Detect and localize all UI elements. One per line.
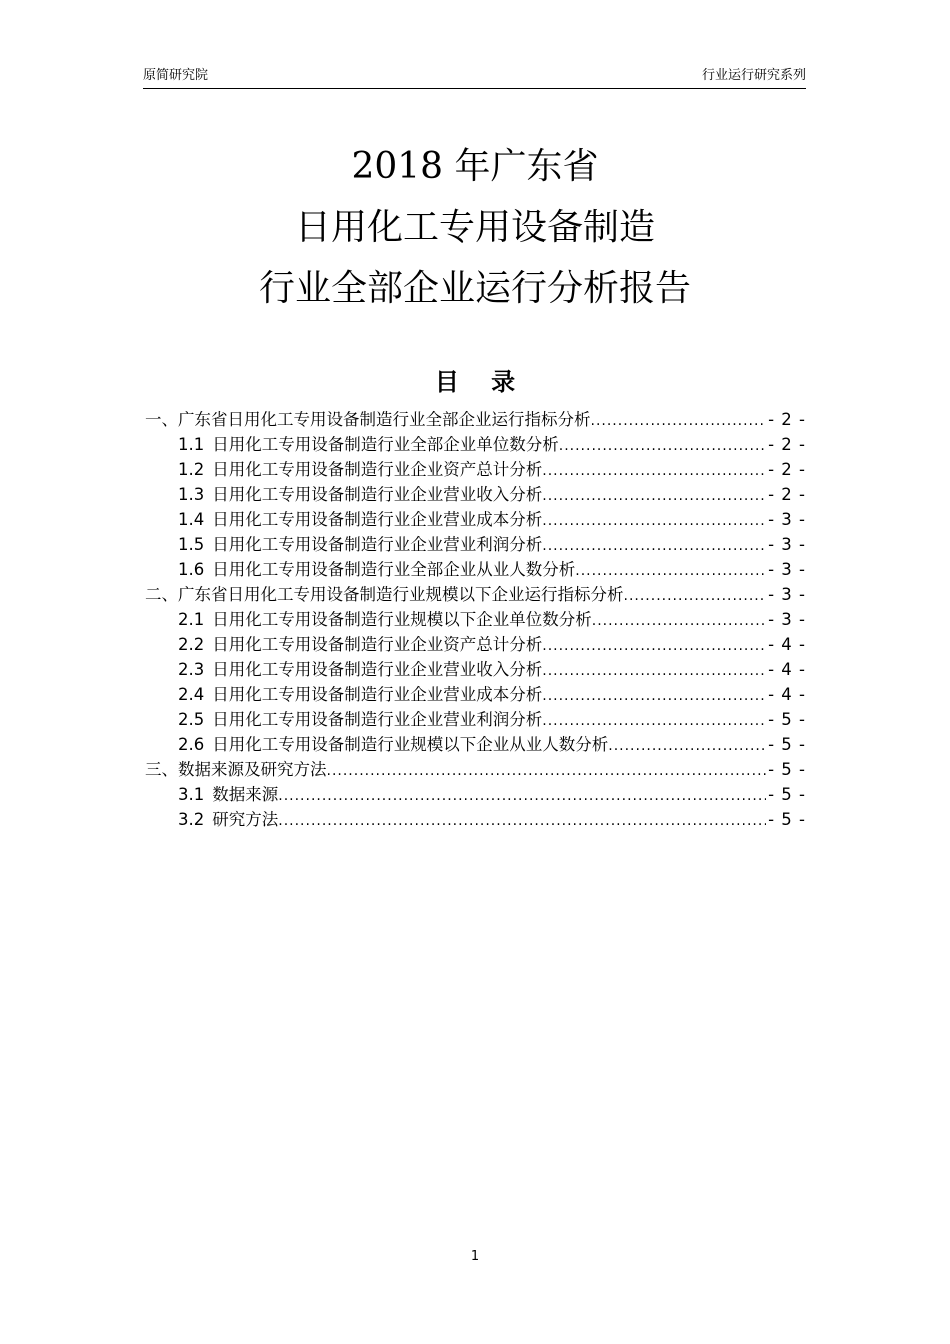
page-number: 1 (470, 1249, 480, 1264)
toc-entry-number: 1.3 (178, 485, 205, 504)
toc-entry-number: 2.2 (178, 635, 205, 654)
toc-dot-leader (542, 459, 766, 482)
toc-entry-number: 2.3 (178, 660, 205, 679)
toc-entry-text: 日用化工专用设备制造行业企业营业成本分析 (212, 510, 543, 529)
toc-entry-page: - 2 - (768, 460, 806, 479)
toc-dot-leader (591, 409, 767, 432)
toc-entry-text: 日用化工专用设备制造行业企业营业成本分析 (212, 685, 543, 704)
toc-dot-leader (608, 734, 766, 757)
toc-entry[interactable] (145, 757, 806, 782)
toc-entry-text: 二、广东省日用化工专用设备制造行业规模以下企业运行指标分析 (145, 585, 624, 604)
toc-dot-leader (542, 534, 766, 557)
toc-dot-leader (542, 509, 766, 532)
toc-dot-leader (542, 484, 766, 507)
title-line-2: 日用化工专用设备制造 (294, 207, 655, 248)
toc-entry-page: - 5 - (768, 710, 806, 729)
toc-entry-text: 日用化工专用设备制造行业全部企业单位数分析 (212, 435, 559, 454)
toc-entry[interactable] (145, 482, 806, 507)
toc-entry-page: - 5 - (768, 810, 806, 829)
toc-entry-page: - 5 - (768, 760, 806, 779)
toc-dot-leader (624, 584, 767, 607)
toc-entry[interactable] (145, 657, 806, 682)
toc-entry-text: 日用化工专用设备制造行业企业营业收入分析 (212, 660, 543, 679)
toc-entry[interactable] (145, 707, 806, 732)
toc-entry-number: 1.1 (178, 435, 205, 454)
toc-entry-page: - 5 - (768, 785, 806, 804)
toc-entry-number: 1.6 (178, 560, 205, 579)
toc-dot-leader (278, 784, 766, 807)
toc-dot-leader (592, 609, 766, 632)
table-of-contents (145, 407, 806, 832)
toc-entry-page: - 5 - (768, 735, 806, 754)
toc-heading: 目 录 (434, 368, 528, 396)
toc-entry[interactable] (145, 732, 806, 757)
toc-entry-page: - 2 - (768, 410, 806, 429)
toc-entry[interactable] (145, 607, 806, 632)
title-line-1: 2018 年广东省 (351, 146, 599, 187)
toc-entry-page: - 2 - (768, 435, 806, 454)
toc-entry[interactable] (145, 682, 806, 707)
toc-entry-text: 日用化工专用设备制造行业企业营业利润分析 (212, 710, 543, 729)
toc-entry[interactable] (145, 632, 806, 657)
toc-entry[interactable] (145, 407, 806, 432)
toc-entry[interactable] (145, 532, 806, 557)
toc-entry-text: 日用化工专用设备制造行业规模以下企业单位数分析 (212, 610, 592, 629)
toc-entry-text: 日用化工专用设备制造行业企业营业利润分析 (212, 535, 543, 554)
toc-entry[interactable] (145, 432, 806, 457)
toc-entry-number: 3.2 (178, 810, 205, 829)
toc-entry-text: 研究方法 (212, 810, 279, 829)
toc-dot-leader (575, 559, 766, 582)
toc-entry-text: 数据来源 (212, 785, 279, 804)
toc-entry-page: - 4 - (768, 635, 806, 654)
toc-entry[interactable] (145, 507, 806, 532)
toc-dot-leader (542, 709, 766, 732)
toc-entry-number: 2.6 (178, 735, 205, 754)
toc-entry-number: 2.1 (178, 610, 205, 629)
toc-entry-number: 1.4 (178, 510, 205, 529)
header-org-name: 原简研究院 (143, 68, 209, 83)
toc-entry-page: - 3 - (768, 560, 806, 579)
toc-entry-page: - 4 - (768, 660, 806, 679)
toc-entry[interactable] (145, 457, 806, 482)
toc-entry-page: - 2 - (768, 485, 806, 504)
toc-entry-number: 1.2 (178, 460, 205, 479)
page-header (143, 66, 806, 89)
toc-dot-leader (559, 434, 766, 457)
header-series-name: 行业运行研究系列 (701, 68, 806, 83)
toc-dot-leader (327, 759, 767, 782)
title-line-3: 行业全部企业运行分析报告 (258, 268, 691, 309)
toc-entry-page: - 4 - (768, 685, 806, 704)
toc-entry-page: - 3 - (768, 610, 806, 629)
toc-entry-page: - 3 - (768, 535, 806, 554)
toc-entry[interactable] (145, 782, 806, 807)
toc-entry-number: 2.5 (178, 710, 205, 729)
toc-entry[interactable] (145, 557, 806, 582)
toc-entry-page: - 3 - (768, 585, 806, 604)
toc-entry-text: 日用化工专用设备制造行业企业资产总计分析 (212, 635, 543, 654)
toc-entry-text: 日用化工专用设备制造行业全部企业从业人数分析 (212, 560, 576, 579)
toc-entry-text: 日用化工专用设备制造行业企业资产总计分析 (212, 460, 543, 479)
toc-dot-leader (278, 809, 766, 832)
toc-dot-leader (542, 634, 766, 657)
toc-dot-leader (542, 659, 766, 682)
toc-entry[interactable] (145, 807, 806, 832)
toc-entry-text: 一、广东省日用化工专用设备制造行业全部企业运行指标分析 (145, 410, 591, 429)
toc-entry-text: 日用化工专用设备制造行业企业营业收入分析 (212, 485, 543, 504)
toc-entry-number: 2.4 (178, 685, 205, 704)
toc-entry-text: 三、数据来源及研究方法 (145, 760, 327, 779)
toc-dot-leader (542, 684, 766, 707)
toc-entry-number: 3.1 (178, 785, 205, 804)
toc-entry-number: 1.5 (178, 535, 205, 554)
toc-entry-text: 日用化工专用设备制造行业规模以下企业从业人数分析 (212, 735, 609, 754)
toc-entry[interactable] (145, 582, 806, 607)
toc-entry-page: - 3 - (768, 510, 806, 529)
